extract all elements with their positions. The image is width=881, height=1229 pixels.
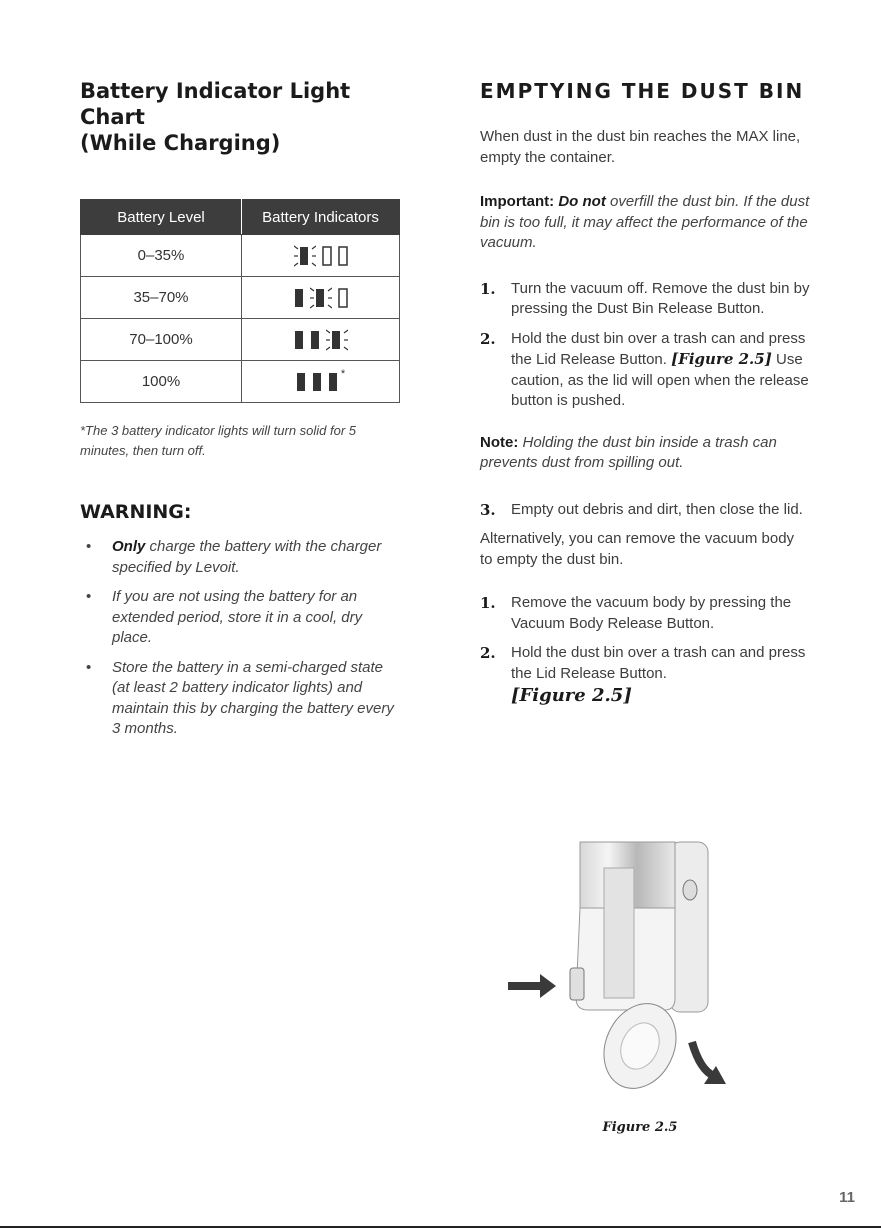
bullet: • bbox=[86, 538, 92, 555]
important-bold: Do not bbox=[558, 193, 606, 210]
page-number: 11 bbox=[839, 1189, 855, 1206]
step-text: Turn the vacuum off. Remove the dust bin by pressing the Dust Bin Release Button. bbox=[511, 279, 810, 317]
table-row bbox=[81, 361, 400, 403]
warning-bold: Only bbox=[112, 538, 146, 555]
battery-chart-title-line1: Battery Indicator Light Chart bbox=[80, 79, 351, 129]
steps-list-b bbox=[480, 593, 810, 708]
battery-light-blink-icon bbox=[326, 328, 348, 352]
release-button-icon bbox=[683, 880, 697, 900]
battery-light-solid-icon bbox=[328, 370, 338, 394]
table-header-indicators: Battery Indicators bbox=[242, 200, 400, 235]
battery-light-solid-icon bbox=[294, 328, 304, 352]
figure-reference: [Figure 2.5] bbox=[511, 685, 632, 706]
note-text bbox=[480, 433, 810, 474]
step-text: Remove the vacuum body by pressing the Vacuum Body Release Button. bbox=[511, 594, 792, 632]
battery-light-off-icon bbox=[338, 244, 348, 268]
intro-text: When dust in the dust bin reaches the MAX line, empty the container. bbox=[480, 128, 801, 166]
steps-list-a bbox=[480, 279, 810, 412]
list-item bbox=[480, 593, 810, 634]
figure-reference: [Figure 2.5] bbox=[671, 350, 772, 368]
table-row bbox=[81, 277, 400, 319]
battery-level-cell: 70–100% bbox=[81, 319, 242, 361]
battery-light-off-icon bbox=[338, 286, 348, 310]
battery-light-off-icon bbox=[322, 244, 332, 268]
open-arrow-icon bbox=[692, 1042, 714, 1076]
bottom-rule bbox=[0, 1226, 881, 1228]
battery-indicator-cell bbox=[242, 319, 400, 361]
battery-level-cell: 0–35% bbox=[81, 235, 242, 277]
battery-light-solid-icon bbox=[294, 286, 304, 310]
step-number: 2. bbox=[480, 329, 496, 348]
list-item bbox=[480, 329, 810, 412]
note-body: Holding the dust bin inside a trash can prevents dust from spilling out. bbox=[480, 433, 777, 471]
battery-footnote: *The 3 battery indicator lights will turn solid for 5 minutes, then turn off. bbox=[80, 423, 357, 458]
step-text: Hold the dust bin over a trash can and press the Lid Release Button. bbox=[511, 329, 806, 368]
battery-level-cell: 35–70% bbox=[81, 277, 242, 319]
list-item bbox=[80, 587, 402, 649]
warning-title: WARNING: bbox=[80, 501, 192, 523]
steps-list-step3 bbox=[480, 500, 810, 521]
step-text: Use caution, as the lid will open when the release button is pushed. bbox=[511, 351, 809, 409]
list-item bbox=[80, 537, 402, 578]
bullet: • bbox=[86, 658, 92, 676]
left-column bbox=[80, 78, 402, 749]
battery-light-solid-icon bbox=[296, 370, 306, 394]
alternative-text: Alternatively, you can remove the vacuum body to empty the dust bin. bbox=[480, 530, 795, 568]
warning-text: Store the battery in a semi-charged state (at least 2 battery indicator lights) and maintain this by charging the battery every 3 months. bbox=[112, 658, 394, 737]
push-arrow-icon bbox=[508, 974, 556, 998]
dust-bin-title: EMPTYING THE DUST BIN bbox=[480, 79, 805, 103]
list-item bbox=[480, 500, 810, 521]
dust-bin-illustration bbox=[500, 838, 740, 1098]
vacuum-handle-shape bbox=[670, 842, 708, 1012]
important-note bbox=[480, 192, 810, 254]
battery-indicator-lights bbox=[294, 242, 348, 270]
table-row bbox=[81, 319, 400, 361]
table-header-row bbox=[81, 200, 400, 235]
table-header-level: Battery Level bbox=[81, 200, 242, 235]
list-item bbox=[480, 643, 810, 708]
table-row bbox=[81, 235, 400, 277]
warning-list bbox=[80, 537, 402, 740]
step-number: 1. bbox=[480, 279, 496, 298]
list-item bbox=[480, 279, 810, 320]
battery-light-blink-icon bbox=[310, 286, 332, 310]
bullet: • bbox=[86, 588, 92, 605]
figure-dust-bin-illustration bbox=[500, 838, 740, 1098]
battery-indicator-lights bbox=[294, 284, 348, 312]
note-label: Note: bbox=[480, 433, 519, 451]
step-number: 1. bbox=[480, 594, 496, 612]
battery-light-blink-icon bbox=[294, 244, 316, 268]
battery-level-cell: 100% bbox=[81, 361, 242, 403]
step-text: Empty out debris and dirt, then close the lid. bbox=[511, 500, 803, 518]
figure-caption: Figure 2.5 bbox=[602, 1120, 678, 1135]
step-number: 3. bbox=[480, 500, 496, 519]
battery-light-solid-icon bbox=[312, 370, 322, 394]
important-label: Important: bbox=[480, 193, 555, 210]
cyclone-shape bbox=[604, 868, 634, 998]
battery-chart-title bbox=[80, 78, 402, 156]
important-text: overfill the dust bin. If the dust bin is too full, it may affect the performance of the vacuum. bbox=[480, 193, 810, 251]
battery-indicator-cell bbox=[242, 277, 400, 319]
list-item bbox=[80, 658, 402, 740]
asterisk-mark: * bbox=[340, 367, 346, 380]
step-number: 2. bbox=[480, 644, 496, 662]
battery-indicator-cell bbox=[242, 361, 400, 403]
battery-indicator-table bbox=[80, 199, 400, 403]
battery-indicator-cell bbox=[242, 235, 400, 277]
lid-release-button-icon bbox=[570, 968, 584, 1000]
step-text: Hold the dust bin over a trash can and press the Lid Release Button. bbox=[511, 644, 806, 682]
battery-indicator-lights bbox=[294, 326, 348, 354]
warning-text: If you are not using the battery for an extended period, store it in a cool, dry place. bbox=[112, 588, 363, 646]
warning-text: charge the battery with the charger specified by Levoit. bbox=[112, 538, 382, 576]
right-column bbox=[480, 78, 810, 717]
battery-chart-title-line2: (While Charging) bbox=[80, 131, 281, 155]
battery-indicator-lights bbox=[296, 368, 345, 396]
battery-light-solid-icon bbox=[310, 328, 320, 352]
